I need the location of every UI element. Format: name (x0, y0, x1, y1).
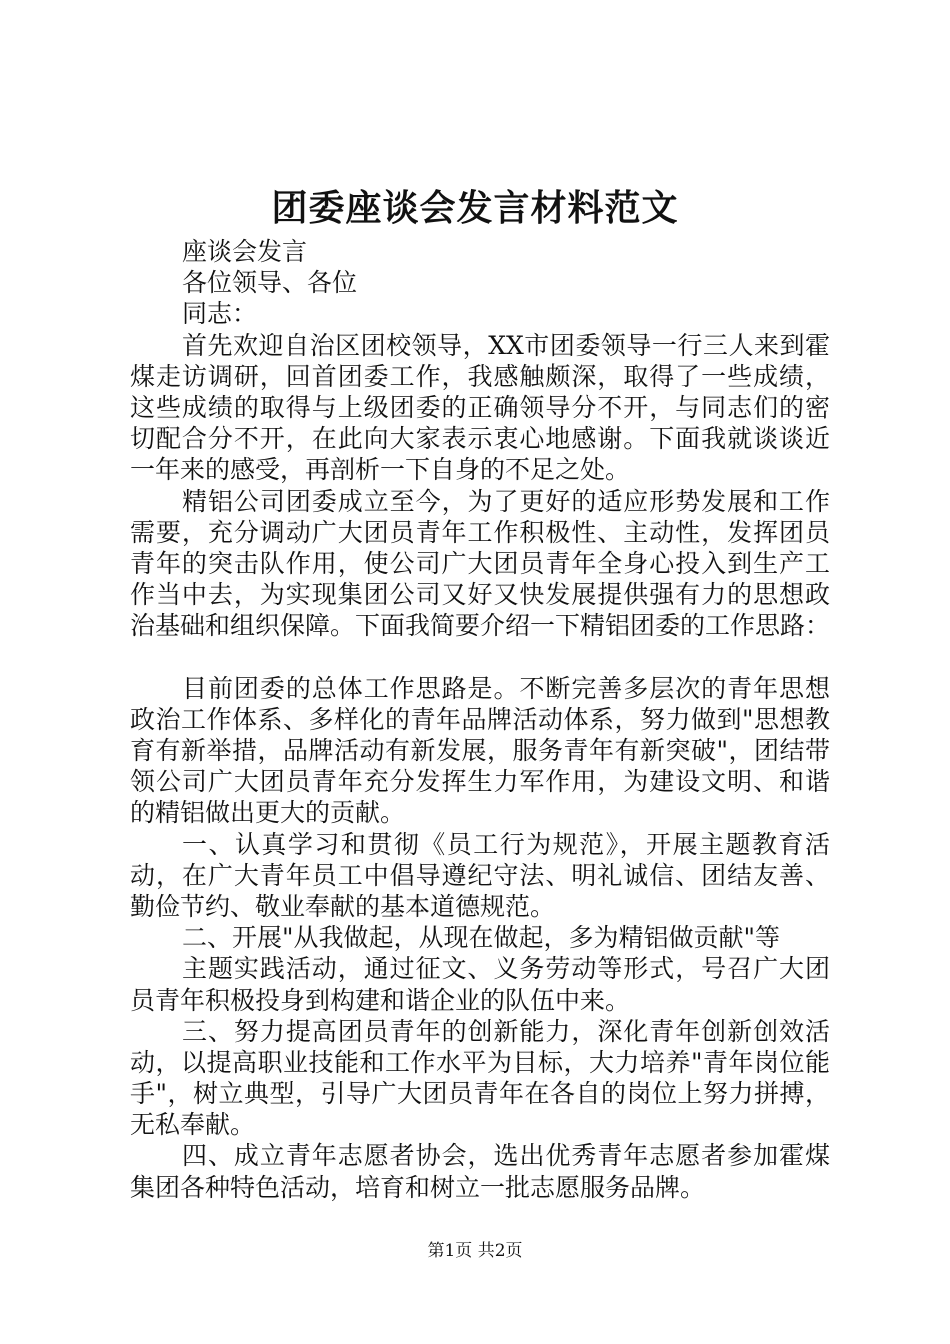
text-line: 动，以提高职业技能和工作水平为目标，大力培养"青年岗位能 (130, 1047, 830, 1077)
text-line: 目前团委的总体工作思路是。不断完善多层次的青年思想 (182, 673, 830, 703)
document-body (130, 236, 830, 1203)
text-line: 动，在广大青年员工中倡导遵纪守法、明礼诚信、团结友善、 (130, 860, 830, 890)
text-line: 集团各种特色活动，培育和树立一批志愿服务品牌。 (130, 1172, 706, 1202)
text-line: 切配合分不开，在此向大家表示衷心地感谢。下面我就谈谈近 (130, 424, 830, 454)
text-line: 无私奉献。 (130, 1110, 256, 1140)
text-line: 手"，树立典型，引导广大团员青年在各自的岗位上努力拼搏， (130, 1079, 830, 1109)
text-line: 精铝公司团委成立至今，为了更好的适应形势发展和工作 (182, 486, 830, 516)
text-line: 勤俭节约、敬业奉献的基本道德规范。 (130, 891, 556, 921)
page-title: 团委座谈会发言材料范文 (271, 187, 679, 229)
text-line: 煤走访调研，回首团委工作，我感触颇深，取得了一些成绩， (130, 361, 830, 391)
text-line: 首先欢迎自治区团校领导，XX市团委领导一行三人来到霍 (182, 330, 830, 360)
text-line: 二、开展"从我做起，从现在做起，多为精铝做贡献"等 (182, 923, 781, 953)
text-line: 四、成立青年志愿者协会，选出优秀青年志愿者参加霍煤 (182, 1141, 830, 1171)
blank-line (130, 641, 830, 672)
text-line: 座谈会发言 (182, 237, 308, 266)
text-line: 同志： (182, 299, 258, 329)
text-line: 政治工作体系、多样化的青年品牌活动体系，努力做到"思想教 (130, 704, 830, 734)
text-line: 各位领导、各位 (182, 268, 358, 298)
text-line: 一年来的感受，再剖析一下自身的不足之处。 (130, 455, 631, 485)
text-line: 作当中去，为实现集团公司又好又快发展提供强有力的思想政 (130, 580, 830, 610)
text-line: 员青年积极投身到构建和谐企业的队伍中来。 (130, 985, 631, 1015)
text-line: 这些成绩的取得与上级团委的正确领导分不开，与同志们的密 (130, 392, 830, 422)
text-line: 需要，充分调动广大团员青年工作积极性、主动性，发挥团员 (130, 517, 830, 547)
text-line: 领公司广大团员青年充分发挥生力军作用，为建设文明、和谐 (130, 767, 830, 797)
text-line: 三、努力提高团员青年的创新能力，深化青年创新创效活 (182, 1016, 830, 1046)
text-line: 的精铝做出更大的贡献。 (130, 798, 406, 828)
page-number: 第1页 共2页 (427, 1241, 523, 1261)
text-line: 一、认真学习和贯彻《员工行为规范》，开展主题教育活 (182, 829, 830, 859)
text-line: 治基础和组织保障。下面我简要介绍一下精铝团委的工作思路： (130, 611, 831, 641)
text-line: 青年的突击队作用，使公司广大团员青年全身心投入到生产工 (130, 548, 830, 578)
text-line: 育有新举措，品牌活动有新发展，服务青年有新突破"，团结带 (130, 736, 830, 765)
text-line: 主题实践活动，通过征文、义务劳动等形式，号召广大团 (182, 954, 830, 984)
